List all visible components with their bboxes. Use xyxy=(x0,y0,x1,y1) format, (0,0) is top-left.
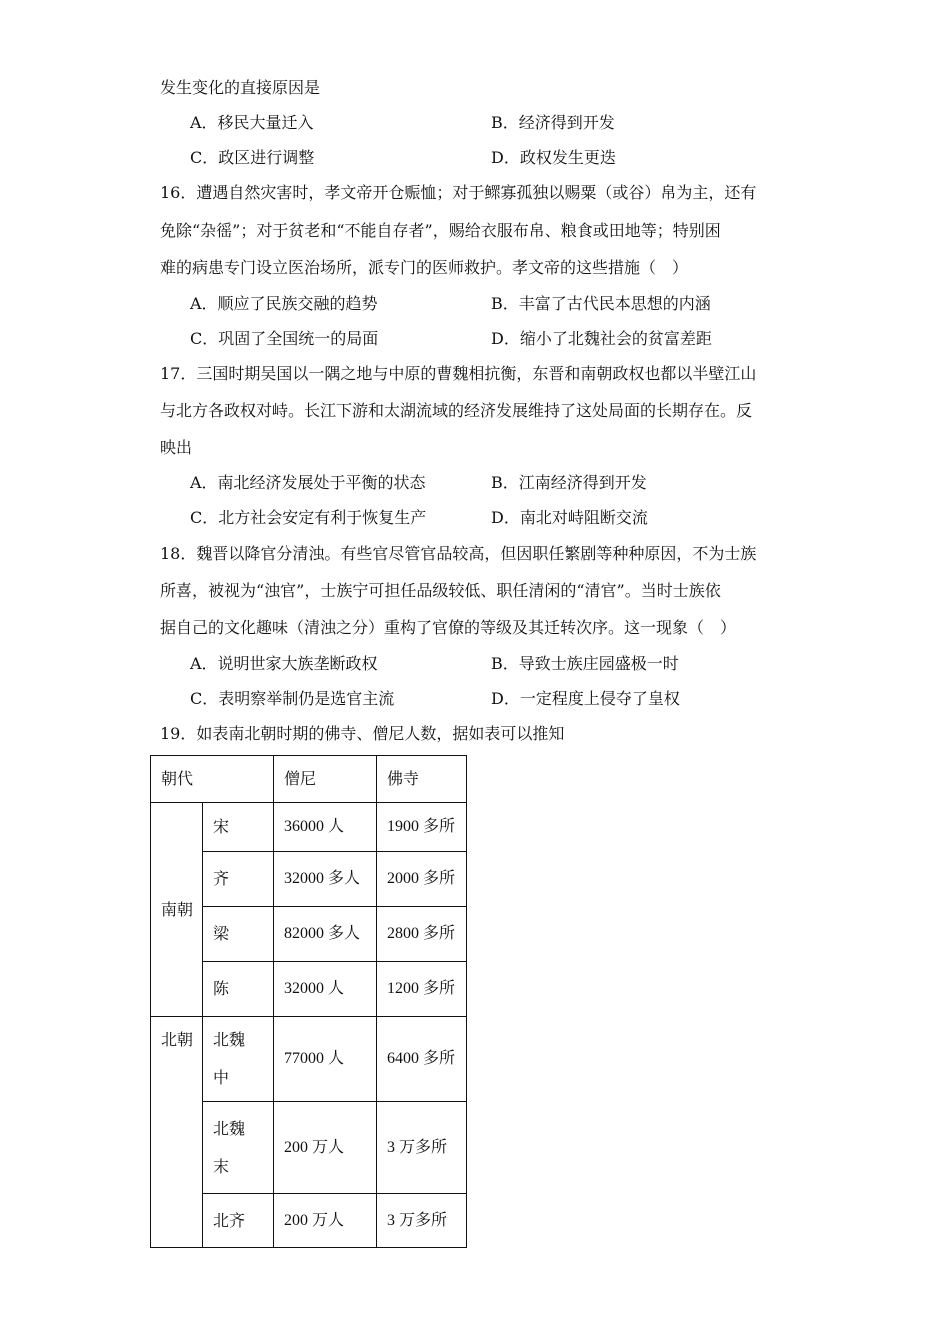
monks-cell: 200 万人 xyxy=(274,1102,377,1194)
q18-stem-line-3: 据自己的文化趣味（清浊之分）重构了官僚的等级及其迁转次序。这一现象（ ） xyxy=(160,618,737,637)
q17-option-c[interactable]: C．北方社会安定有利于恢复生产 xyxy=(190,508,427,527)
temples-cell: 2800 多所 xyxy=(377,907,467,962)
dynasty-cell: 齐 xyxy=(203,852,274,907)
temples-cell: 3 万多所 xyxy=(377,1194,467,1248)
q17-option-d[interactable]: D．南北对峙阻断交流 xyxy=(491,508,648,527)
q17-option-b[interactable]: B．江南经济得到开发 xyxy=(491,473,647,492)
q18-option-a[interactable]: A．说明世家大族垄断政权 xyxy=(190,654,378,673)
q15-option-c[interactable]: C．政区进行调整 xyxy=(190,148,315,167)
q18-option-d[interactable]: D．一定程度上侵夺了皇权 xyxy=(491,689,680,708)
dynasty-cell: 陈 xyxy=(203,962,274,1017)
dynasty-cell: 北魏中 xyxy=(203,1017,274,1102)
temples-cell: 3 万多所 xyxy=(377,1102,467,1194)
temples-cell: 2000 多所 xyxy=(377,852,467,907)
table-header-row xyxy=(151,756,467,803)
q15-stem-tail: 发生变化的直接原因是 xyxy=(160,78,321,97)
q17-stem-line-3: 映出 xyxy=(160,438,193,457)
q15-option-d[interactable]: D．政权发生更迭 xyxy=(491,148,616,167)
q16-option-d[interactable]: D．缩小了北魏社会的贫富差距 xyxy=(491,329,712,348)
north-dynasties-label: 北朝 xyxy=(151,1017,203,1248)
q16-option-c[interactable]: C．巩固了全国统一的局面 xyxy=(190,329,379,348)
header-temples: 佛寺 xyxy=(377,756,467,803)
q19-stem: 19．如表南北朝时期的佛寺、僧尼人数，据如表可以推知 xyxy=(160,724,565,743)
q16-option-b[interactable]: B．丰富了古代民本思想的内涵 xyxy=(491,294,711,313)
monks-cell: 36000 人 xyxy=(274,803,377,852)
monks-cell: 77000 人 xyxy=(274,1017,377,1102)
header-monks: 僧尼 xyxy=(274,756,377,803)
q18-option-b[interactable]: B．导致士族庄园盛极一时 xyxy=(491,654,679,673)
south-dynasties-label: 南朝 xyxy=(151,803,203,1017)
temples-cell: 1200 多所 xyxy=(377,962,467,1017)
monks-cell: 200 万人 xyxy=(274,1194,377,1248)
temples-cell: 1900 多所 xyxy=(377,803,467,852)
q15-option-b[interactable]: B．经济得到开发 xyxy=(491,113,615,132)
q15-option-a[interactable]: A．移民大量迁入 xyxy=(190,113,314,132)
dynasty-cell: 梁 xyxy=(203,907,274,962)
q17-stem-line-2: 与北方各政权对峙。长江下游和太湖流域的经济发展维持了这处局面的长期存在。反 xyxy=(160,401,753,420)
q18-stem-line-2: 所喜，被视为“浊官”，士族宁可担任品级较低、职任清闲的“清官”。当时士族依 xyxy=(160,581,721,600)
q16-option-a[interactable]: A．顺应了民族交融的趋势 xyxy=(190,294,378,313)
monks-cell: 32000 人 xyxy=(274,962,377,1017)
dynasty-cell: 宋 xyxy=(203,803,274,852)
q16-stem-line-3: 难的病患专门设立医治场所，派专门的医师救护。孝文帝的这些措施（ ） xyxy=(160,258,689,277)
header-dynasty: 朝代 xyxy=(151,756,274,803)
q17-option-a[interactable]: A．南北经济发展处于平衡的状态 xyxy=(190,473,426,492)
q16-stem-line-1: 16．遭遇自然灾害时，孝文帝开仓赈恤；对于鳏寡孤独以赐粟（或谷）帛为主，还有 xyxy=(160,183,757,202)
monks-cell: 32000 多人 xyxy=(274,852,377,907)
q17-stem-line-1: 17．三国时期吴国以一隅之地与中原的曹魏相抗衡，东晋和南朝政权也都以半壁江山 xyxy=(160,364,757,383)
buddhism-stats-table xyxy=(150,755,467,1248)
q18-stem-line-1: 18．魏晋以降官分清浊。有些官尽管官品较高，但因职任繁剧等种种原因，不为士族 xyxy=(160,544,757,563)
monks-cell: 82000 多人 xyxy=(274,907,377,962)
table-row xyxy=(151,1017,467,1102)
dynasty-cell: 北齐 xyxy=(203,1194,274,1248)
temples-cell: 6400 多所 xyxy=(377,1017,467,1102)
dynasty-cell: 北魏末 xyxy=(203,1102,274,1194)
q18-option-c[interactable]: C．表明察举制仍是选官主流 xyxy=(190,689,395,708)
table-row xyxy=(151,803,467,852)
q16-stem-line-2: 免除“杂徭”；对于贫老和“不能自存者”，赐给衣服布帛、粮食或田地等；特别困 xyxy=(160,221,721,240)
